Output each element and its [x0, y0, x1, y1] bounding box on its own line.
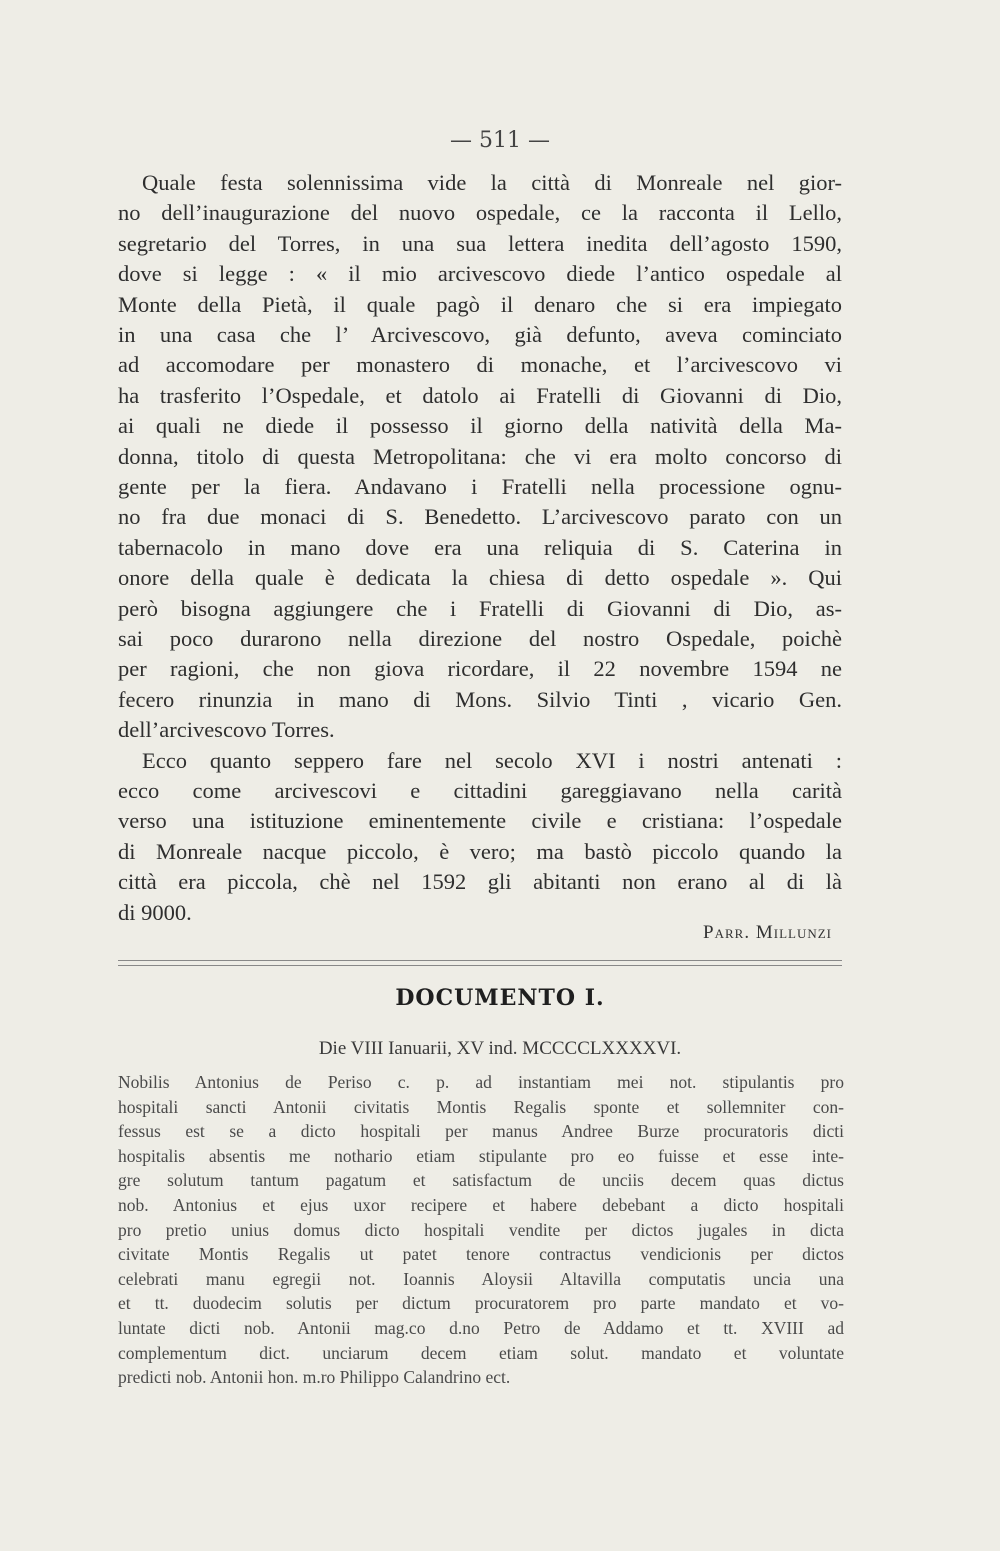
- body-line: però bisogna aggiungere che i Fratelli di Giovanni di Dio, as-: [118, 595, 842, 621]
- document-line: hospitalis absentis me nothario etiam stipulante pro eo fuisse et esse inte-: [118, 1145, 844, 1166]
- section-rule-bottom: [118, 965, 842, 966]
- body-line: ad accomodare per monastero di monache, et l’arcivescovo vi: [118, 352, 842, 378]
- document-line: fessus est se a dicto hospitali per manus Andree Burze procuratoris dicti: [118, 1121, 844, 1142]
- body-line: fecero rinunzia in mano di Mons. Silvio Tinti , vicario Gen.: [118, 686, 842, 712]
- body-line: in una casa che l’ Arcivescovo, già defunto, aveva cominciato: [118, 322, 842, 347]
- document-line: pro pretio unius domus dicto hospitali vendite per dictos jugales in dicta: [118, 1219, 844, 1240]
- document-line: predicti nob. Antonii hon. m.ro Philippo Calandrino ect.: [118, 1367, 511, 1388]
- body-line: gente per la fiera. Andavano i Fratelli nella processione ognu-: [118, 474, 842, 499]
- body-line: tabernacolo in mano dove era una reliquia di S. Caterina in: [118, 534, 842, 560]
- body-line: per ragioni, che non giova ricordare, il 22 novembre 1594 ne: [118, 656, 842, 682]
- section-rule-top: [118, 960, 842, 961]
- body-line: ai quali ne diede il possesso il giorno della natività della Ma-: [118, 413, 842, 439]
- body-line: Ecco quanto seppero fare nel secolo XVI i nostri antenati :: [142, 747, 842, 773]
- signature: Parr. Millunzi: [703, 922, 832, 943]
- document-title: DOCUMENTO I.: [395, 985, 605, 1011]
- document-line: civitate Montis Regalis ut patet tenore contractus vendicionis per dictos: [118, 1244, 844, 1265]
- body-line: dell’arcivescovo Torres.: [118, 717, 335, 743]
- document-line: et tt. duodecim solutis per dictum procuratorem pro parte mandato et vo-: [118, 1293, 844, 1314]
- body-line: verso una istituzione eminentemente civile e cristiana: l’ospedale: [118, 808, 842, 834]
- body-line: sai poco durarono nella direzione del nostro Ospedale, poichè: [118, 626, 842, 651]
- document-line: gre solutum tantum pagatum et satisfactum de unciis decem quas dictus: [118, 1170, 844, 1191]
- body-line: dove si legge : « il mio arcivescovo diede l’antico ospedale al: [118, 261, 842, 287]
- body-line: Quale festa solennissima vide la città di Monreale nel gior-: [142, 170, 842, 195]
- body-line: no dell’inaugurazione del nuovo ospedale, ce la racconta il Lello,: [118, 200, 842, 226]
- document-date: Die VIII Ianuarii, XV ind. MCCCCLXXXXVI.: [318, 1038, 682, 1059]
- body-line: ha trasferito l’Ospedale, et datolo ai Fratelli di Giovanni di Dio,: [118, 382, 842, 408]
- body-line: donna, titolo di questa Metropolitana: che vi era molto concorso di: [118, 443, 842, 469]
- document-line: hospitali sancti Antonii civitatis Montis Regalis sponte et sollemniter con-: [118, 1096, 844, 1117]
- body-line: di 9000.: [118, 899, 192, 925]
- body-line: di Monreale nacque piccolo, è vero; ma bastò piccolo quando la: [118, 838, 842, 864]
- body-line: città era piccola, chè nel 1592 gli abitanti non erano al di là: [118, 869, 842, 895]
- page-number: — 511 —: [450, 128, 550, 153]
- document-line: Nobilis Antonius de Periso c. p. ad instantiam mei not. stipulantis pro: [118, 1072, 844, 1092]
- body-line: Monte della Pietà, il quale pagò il denaro che si era impiegato: [118, 291, 842, 317]
- document-line: complementum dict. unciarum decem etiam solut. mandato et voluntate: [118, 1342, 844, 1363]
- body-line: ecco come arcivescovi e cittadini gareggiavano nella carità: [118, 778, 842, 803]
- body-line: onore della quale è dedicata la chiesa di detto ospedale ». Qui: [118, 565, 842, 591]
- body-line: no fra due monaci di S. Benedetto. L’arcivescovo parato con un: [118, 504, 842, 530]
- document-line: celebrati manu egregii not. Ioannis Aloysii Altavilla computatis uncia una: [118, 1268, 844, 1289]
- body-line: segretario del Torres, in una sua lettera inedita dell’agosto 1590,: [118, 230, 842, 256]
- document-line: luntate dicti nob. Antonii mag.co d.no Petro de Addamo et tt. XVIII ad: [118, 1318, 844, 1338]
- document-line: nob. Antonius et ejus uxor recipere et habere debebant a dicto hospitali: [118, 1195, 844, 1215]
